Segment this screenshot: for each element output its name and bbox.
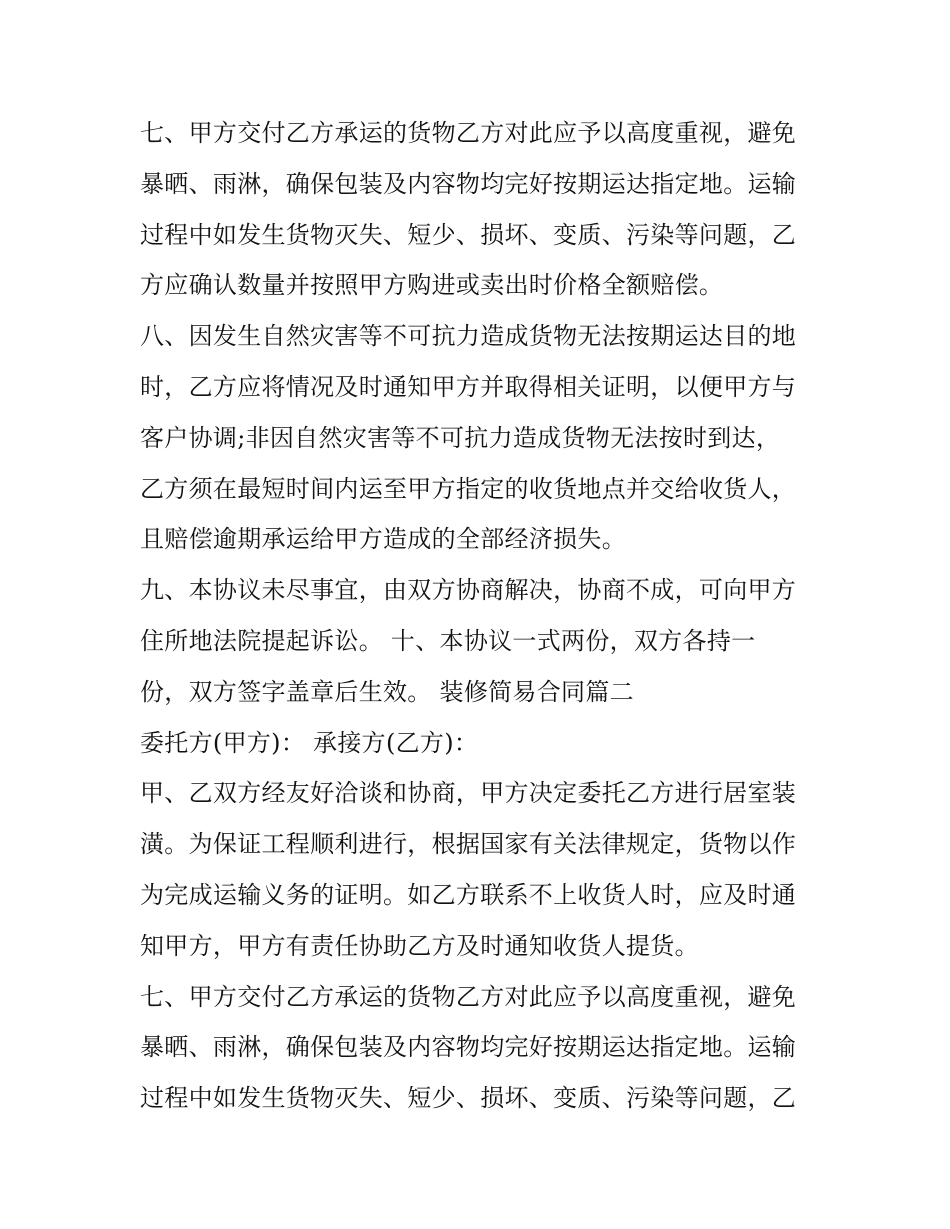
text-line: 七、甲方交付乙方承运的货物乙方对此应予以高度重视，避免 <box>140 982 797 1011</box>
text-line: 时，乙方应将情况及时通知甲方并取得相关证明，以便甲方与 <box>140 372 797 401</box>
text-line: 知甲方，甲方有责任协助乙方及时通知收货人提货。 <box>140 931 699 960</box>
text-line: 委托方(甲方)： 承接方(乙方)： <box>140 728 479 757</box>
text-line: 且赔偿逾期承运给甲方造成的全部经济损失。 <box>140 525 626 554</box>
text-line: 暴晒、雨淋，确保包装及内容物均完好按期运达指定地。运输 <box>140 1033 797 1062</box>
text-line: 八、因发生自然灾害等不可抗力造成货物无法按期运达目的地 <box>140 322 797 351</box>
text-line: 份，双方签字盖章后生效。 装修简易合同篇二 <box>140 677 634 706</box>
text-line: 九、本协议未尽事宜，由双方协商解决，协商不成，可向甲方 <box>140 576 797 605</box>
text-line: 乙方须在最短时间内运至甲方指定的收货地点并交给收货人， <box>140 474 797 503</box>
text-line: 为完成运输义务的证明。如乙方联系不上收货人时，应及时通 <box>140 880 797 909</box>
text-line: 甲、乙双方经友好洽谈和协商，甲方决定委托乙方进行居室装 <box>140 779 797 808</box>
text-line: 住所地法院提起诉讼。 十、本协议一式两份，双方各持一 <box>140 626 756 655</box>
text-line: 过程中如发生货物灭失、短少、损坏、变质、污染等问题，乙 <box>140 1084 797 1113</box>
text-line: 客户协调;非因自然灾害等不可抗力造成货物无法按时到达， <box>140 423 781 452</box>
text-line: 七、甲方交付乙方承运的货物乙方对此应予以高度重视，避免 <box>140 119 797 147</box>
text-line: 暴晒、雨淋，确保包装及内容物均完好按期运达指定地。运输 <box>140 169 797 198</box>
text-line: 潢。为保证工程顺利进行，根据国家有关法律规定，货物以作 <box>140 830 797 859</box>
text-line: 过程中如发生货物灭失、短少、损坏、变质、污染等问题，乙 <box>140 220 797 249</box>
document-body <box>140 108 820 1124</box>
text-line: 方应确认数量并按照甲方购进或卖出时价格全额赔偿。 <box>140 271 724 300</box>
